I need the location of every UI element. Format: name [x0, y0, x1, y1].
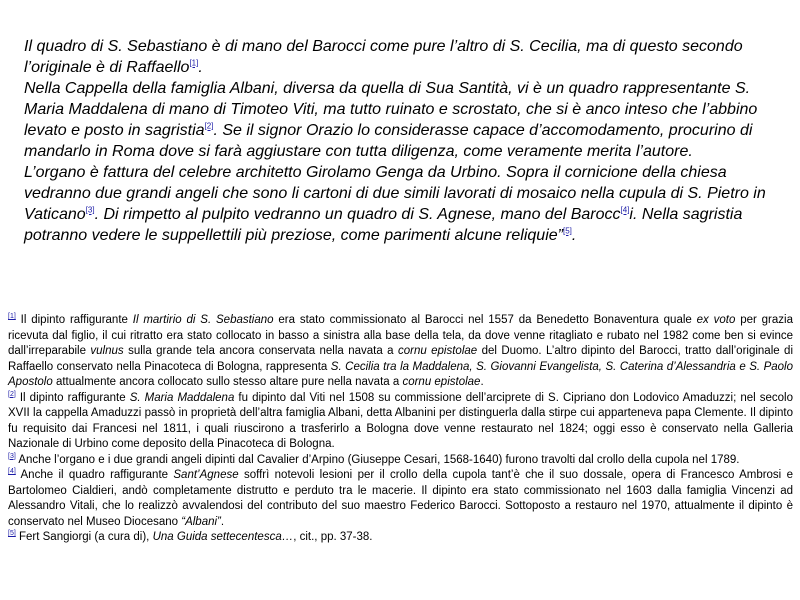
footnote-5: [5] Fert Sangiorgi (a cura di), Una Guida settecentesca…, cit., pp. 37-38.	[8, 530, 373, 543]
footnote-ref-1[interactable]: [1]	[189, 58, 199, 68]
footnote-ref-2[interactable]: [2]	[204, 121, 214, 131]
footnote-marker-5[interactable]: [5]	[8, 530, 16, 538]
main-text	[24, 36, 776, 246]
main-paragraph-2: Nella Cappella della famiglia Albani, diversa da quella di Sua Santità, vi è un quadro rappresentante S. Maria Maddalena di mano di Timoteo Viti, ma tutto ruinato e scrostato, che si è anco inteso che l’abbino levato e posto in sagristia[2]. Se il signor Orazio lo considerasse capace d’accomodamento, procurino di mandarlo in Roma dove si farà aggiustare con tutta diligenza, come veramente merita l’autore.	[24, 80, 758, 160]
footnote-1: [1] Il dipinto raffigurante Il martirio di S. Sebastiano era stato commissionato al Barocci nel 1557 da Benedetto Bonaventura quale ex voto per grazia ricevuta dal figlio, il cui ritratto era stato collocato in basso a sinistra alla base della tela, da dove venne ritagliato e rubato nel 1982 come ben si evince dall’irreparabile vulnus sulla grande tela ancora conservata nella navata a cornu epistolae del Duomo. L’altro dipinto del Barocci, tratto dall’originale di Raffaello conservato nella Pinacoteca di Bologna, rappresenta S. Cecilia tra la Maddalena, S. Giovanni Evangelista, S. Caterina d’Alessandria e S. Paolo Apostolo attualmente ancora collocato sullo stesso altare pure nella navata a cornu epistolae.	[8, 313, 794, 388]
footnote-3: [3] Anche l’organo e i due grandi angeli dipinti dal Cavalier d’Arpino (Giuseppe Cesari, 1568-1640) furono travolti dal crollo della cupola nel 1789.	[8, 452, 740, 466]
main-paragraph-1: Il quadro di S. Sebastiano è di mano del Barocci come pure l’altro di S. Cecilia, ma di questo secondo l’originale è di Raffaello[1].	[24, 38, 743, 76]
footnote-marker-4[interactable]: [4]	[8, 468, 16, 476]
footnotes	[8, 313, 793, 546]
footnote-marker-1[interactable]: [1]	[8, 313, 16, 321]
footnote-ref-4[interactable]: [4]	[620, 205, 630, 215]
footnote-marker-2[interactable]: [2]	[8, 390, 16, 398]
footnote-2: [2] Il dipinto raffigurante S. Maria Maddalena fu dipinto dal Viti nel 1508 su commissione dell’arciprete di S. Cipriano don Lodovico Amaduzzi; nel secolo XVII la cappella Amaduzzi passò in proprietà dell’altra famiglia Albani, detta Albanini per distinguerla dalla stirpe cui apparteneva papa Clemente. Il dipinto fu requisito dai Francesi nel 1811, i quali riuscirono a trasferirlo a Bologna dove venne restaurato nel 1824; oggi esso è conservato nella Galleria Nazionale di Urbino come deposito della Pinacoteca di Bologna.	[8, 390, 794, 450]
main-paragraph-3: L’organo è fattura del celebre architetto Girolamo Genga da Urbino. Sopra il cornicione della chiesa vedranno due grandi angeli che sono li cartoni di due simili lavorati di mosaico nella cupula di S. Pietro in Vaticano[3]. Di rimpetto al pulpito vedranno un quadro di S. Agnese, mano del Barocc[4]i. Nella sagristia potranno vedere le suppellettili più preziose, come parimenti alcune reliquie”[5].	[24, 164, 766, 244]
footnote-ref-3[interactable]: [3]	[85, 205, 95, 215]
footnote-marker-3[interactable]: [3]	[8, 452, 16, 460]
footnote-ref-5[interactable]: [5]	[562, 226, 572, 236]
footnote-4: [4] Anche il quadro raffigurante Sant’Agnese soffrì notevoli lesioni per il crollo della cupola tant’è che il suo dossale, opera di Francesco Ambrosi e Bartolomeo Cialdieri, andò completamente distrutto e perduto tra le macerie. Il dipinto era stato commissionato nel 1603 dalla famiglia Vincenzi ad Alessandro Vitali, che lo realizzò avvalendosi del contributo del suo maestro Federico Barocci. Sottoposto a restauro nel 1970, attualmente il dipinto è conservato nel Museo Diocesano “Albani”.	[8, 468, 793, 528]
